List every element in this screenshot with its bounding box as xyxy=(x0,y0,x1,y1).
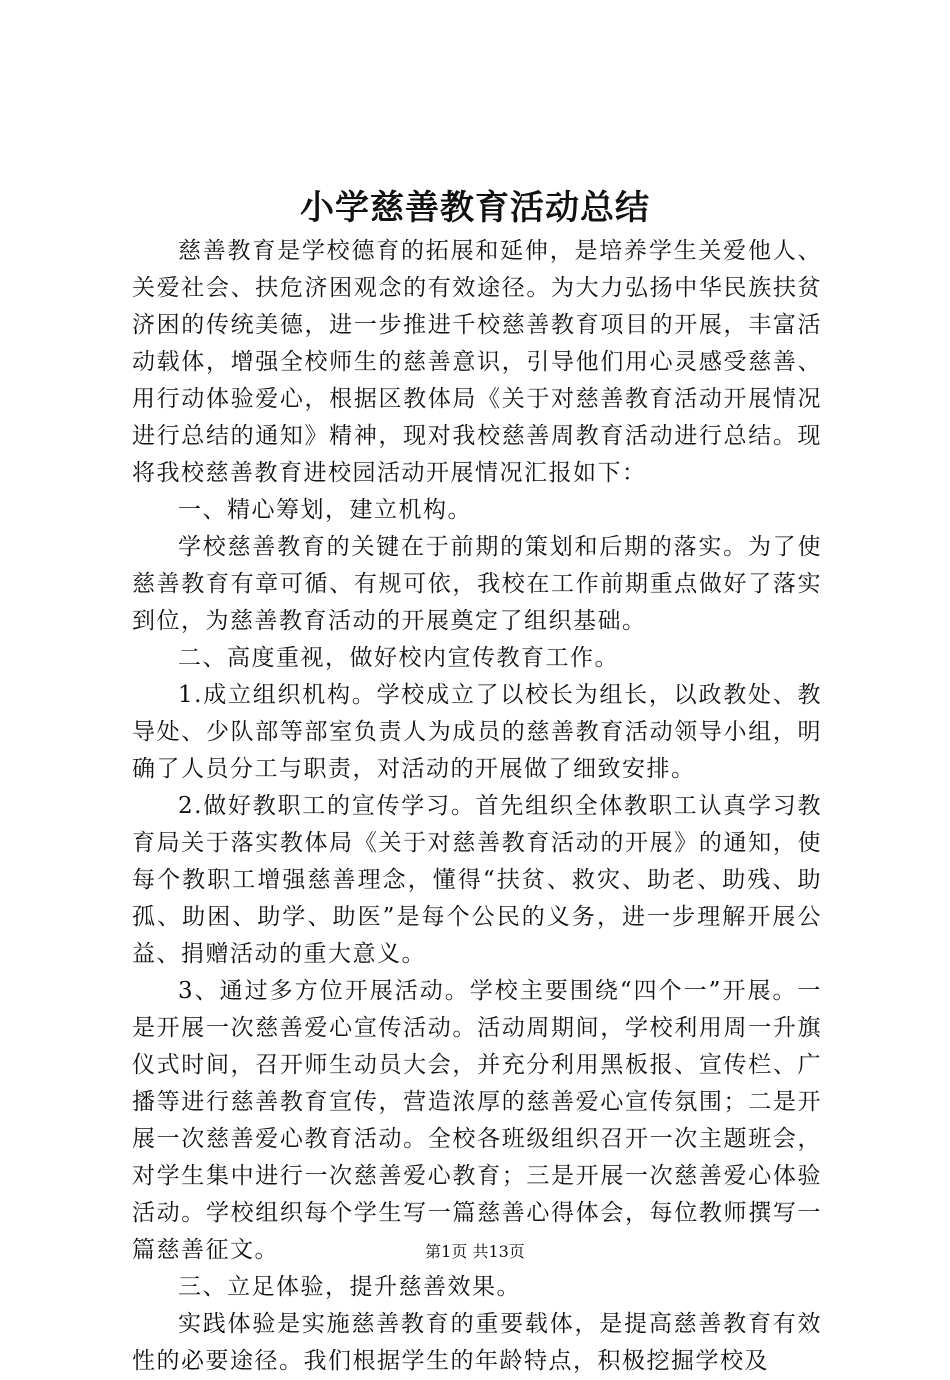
heading-section-2: 二、高度重视，做好校内宣传教育工作。 xyxy=(178,645,619,671)
paragraph-item-3: 3、通过多方位开展活动。学校主要围绕“四个一”开展。一是开展一次慈善爱心宣传活动。活动周期间，学校利用周一升旗仪式时间，召开师生动员大会，并充分利用黑板报、宣传栏、广播等进行慈善教育宣传，营造浓厚的慈善爱心宣传氛围；二是开展一次慈善爱心教育活动。全校各班级组织召开一次主题班会，对学生集中进行一次慈善爱心教育；三是开展一次慈善爱心体验活动。学校组织每个学生写一篇慈善心得体会，每位教师撰写一篇慈善征文。 xyxy=(132,978,822,1263)
paragraph-section-3: 实践体验是实施慈善教育的重要载体，是提高慈善教育有效性的必要途径。我们根据学生的年龄特点，积极挖掘学校及 xyxy=(132,1311,822,1374)
document-body xyxy=(132,233,822,1380)
paragraph-item-2: 2.做好教职工的宣传学习。首先组织全体教职工认真学习教育局关于落实教体局《关于对慈善教育活动的开展》的通知，使每个教职工增强慈善理念，懂得“扶贫、救灾、助老、助残、助孤、助困、助学、助医”是每个公民的义务，进一步理解开展公益、捐赠活动的重大意义。 xyxy=(132,793,822,967)
page-footer: 第1页 共13页 xyxy=(425,1242,525,1261)
paragraph-item-1: 1.成立组织机构。学校成立了以校长为组长，以政教处、教导处、少队部等部室负责人为成员的慈善教育活动领导小组，明确了人员分工与职责，对活动的开展做了细致安排。 xyxy=(132,682,822,782)
paragraph-section-1: 学校慈善教育的关键在于前期的策划和后期的落实。为了使慈善教育有章可循、有规可依，我校在工作前期重点做好了落实到位，为慈善教育活动的开展奠定了组织基础。 xyxy=(132,534,822,634)
heading-section-3: 三、立足体验，提升慈善效果。 xyxy=(178,1274,521,1300)
paragraph-intro: 慈善教育是学校德育的拓展和延伸，是培养学生关爱他人、关爱社会、扶危济困观念的有效途径。为大力弘扬中华民族扶贫济困的传统美德，进一步推进千校慈善教育项目的开展，丰富活动载体，增强全校师生的慈善意识，引导他们用心灵感受慈善、用行动体验爱心，根据区教体局《关于对慈善教育活动开展情况进行总结的通知》精神，现对我校慈善周教育活动进行总结。现将我校慈善教育进校园活动开展情况汇报如下： xyxy=(132,238,822,486)
heading-section-1: 一、精心筹划，建立机构。 xyxy=(178,497,472,523)
document-title: 小学慈善教育活动总结 xyxy=(300,188,650,228)
